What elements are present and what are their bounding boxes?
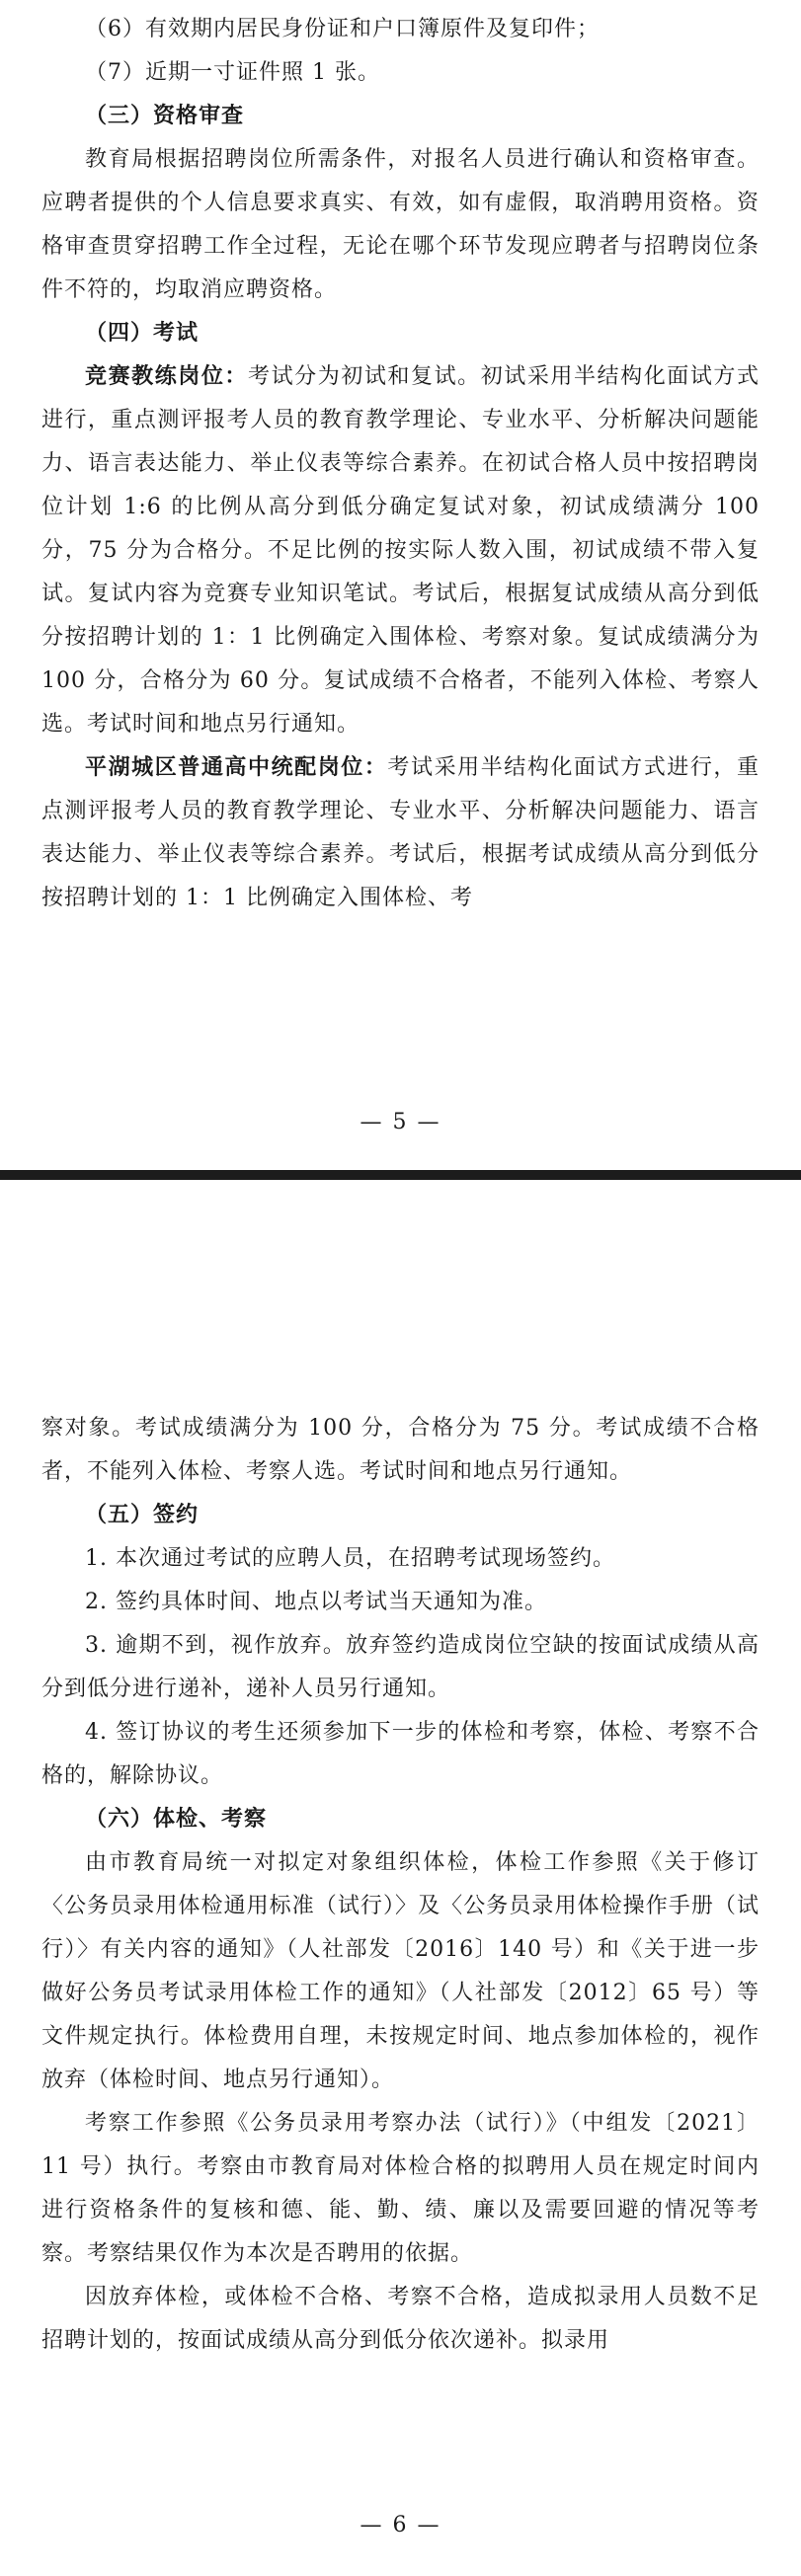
page-number: — 6 — [360, 2513, 441, 2537]
page-number: — 5 — [360, 1110, 441, 1134]
section-5-heading: （五）签约 [85, 1503, 200, 1527]
section-6-heading: （六）体检、考察 [85, 1807, 268, 1832]
section-3-body: 教育局根据招聘岗位所需条件，对报名人员进行确认和资格审查。应聘者提供的个人信息要求真实、有效，如有虚假，取消聘用资格。资格审查贯穿招聘工作全过程，无论在哪个环节发现应聘者与招聘岗位条件不符的，均取消应聘资格。 [41, 147, 760, 302]
coach-body: 考试分为初试和复试。初试采用半结构化面试方式进行，重点测评报考人员的教育教学理论、专业水平、分析解决问题能力、语言表达能力、举止仪表等综合素养。在初试合格人员中按招聘岗位计划 1:6 的比例从高分到低分确定复试对象，初试成绩满分 100 分，75 分为合格分。不足比例的按实际人数入围，初试成绩不带入复试。复试内容为竞赛专业知识笔试。考试后，根据复试成绩从高分到低分按招聘计划的 1：1 比例确定入围体检、考察对象。复试成绩满分为 100 分，合格分为 60 分。复试成绩不合格者，不能列入体检、考察人选。考试时间和地点另行通知。 [41, 364, 760, 737]
medical-exam-paragraph: 由市教育局统一对拟定对象组织体检，体检工作参照《关于修订〈公务员录用体检通用标准（试行）〉及〈公务员录用体检操作手册（试行）〉有关内容的通知》（人社部发〔2016〕140 号）和《关于进一步做好公务员考试录用体检工作的通知》（人社部发〔2012〕65 号）等文件规定执行。体检费用自理，未按规定时间、地点参加体检的，视作放弃（体检时间、地点另行通知）。 [41, 1850, 760, 2092]
section-3-heading: （三）资格审查 [85, 104, 245, 128]
coach-paragraph [41, 355, 760, 746]
item-6: （6）有效期内居民身份证和户口簿原件及复印件； [85, 17, 600, 41]
continuation-text: 察对象。考试成绩满分为 100 分，合格分为 75 分。考试成绩不合格者，不能列入体检、考察人选。考试时间和地点另行通知。 [41, 1416, 760, 1484]
sign-item-2: 2. 签约具体时间、地点以考试当天通知为准。 [85, 1590, 547, 1614]
forfeit-paragraph: 因放弃体检，或体检不合格、考察不合格，造成拟录用人员数不足招聘计划的，按面试成绩从高分到低分依次递补。拟录用 [41, 2285, 760, 2353]
sign-item-1: 1. 本次通过考试的应聘人员，在招聘考试现场签约。 [85, 1546, 615, 1571]
pinghu-lead: 平湖城区普通高中统配岗位： [85, 755, 388, 780]
page-6 [0, 1180, 801, 2576]
sign-item-3: 3. 逾期不到，视作放弃。放弃签约造成岗位空缺的按面试成绩从高分到低分进行递补，递补人员另行通知。 [41, 1633, 760, 1701]
sign-item-4: 4. 签订协议的考生还须参加下一步的体检和考察，体检、考察不合格的，解除协议。 [41, 1720, 760, 1788]
section-4-heading: （四）考试 [85, 321, 200, 346]
item-7: （7）近期一寸证件照 1 张。 [85, 60, 380, 85]
pinghu-body: 考试采用半结构化面试方式进行，重点测评报考人员的教育教学理论、专业水平、分析解决问题能力、语言表达能力、举止仪表等综合素养。考试后，根据考试成绩从高分到低分按招聘计划的 1：1 比例确定入围体检、考 [41, 755, 760, 910]
page-5 [0, 0, 801, 1170]
pinghu-paragraph [41, 746, 760, 920]
inspection-paragraph: 考察工作参照《公务员录用考察办法（试行）》（中组发〔2021〕11 号）执行。考察由市教育局对体检合格的拟聘用人员在规定时间内进行资格条件的复核和德、能、勤、绩、廉以及需要回避的情况等考察。考察结果仅作为本次是否聘用的依据。 [41, 2111, 760, 2266]
page-separator [0, 1170, 801, 1180]
coach-lead: 竞赛教练岗位： [85, 364, 248, 389]
